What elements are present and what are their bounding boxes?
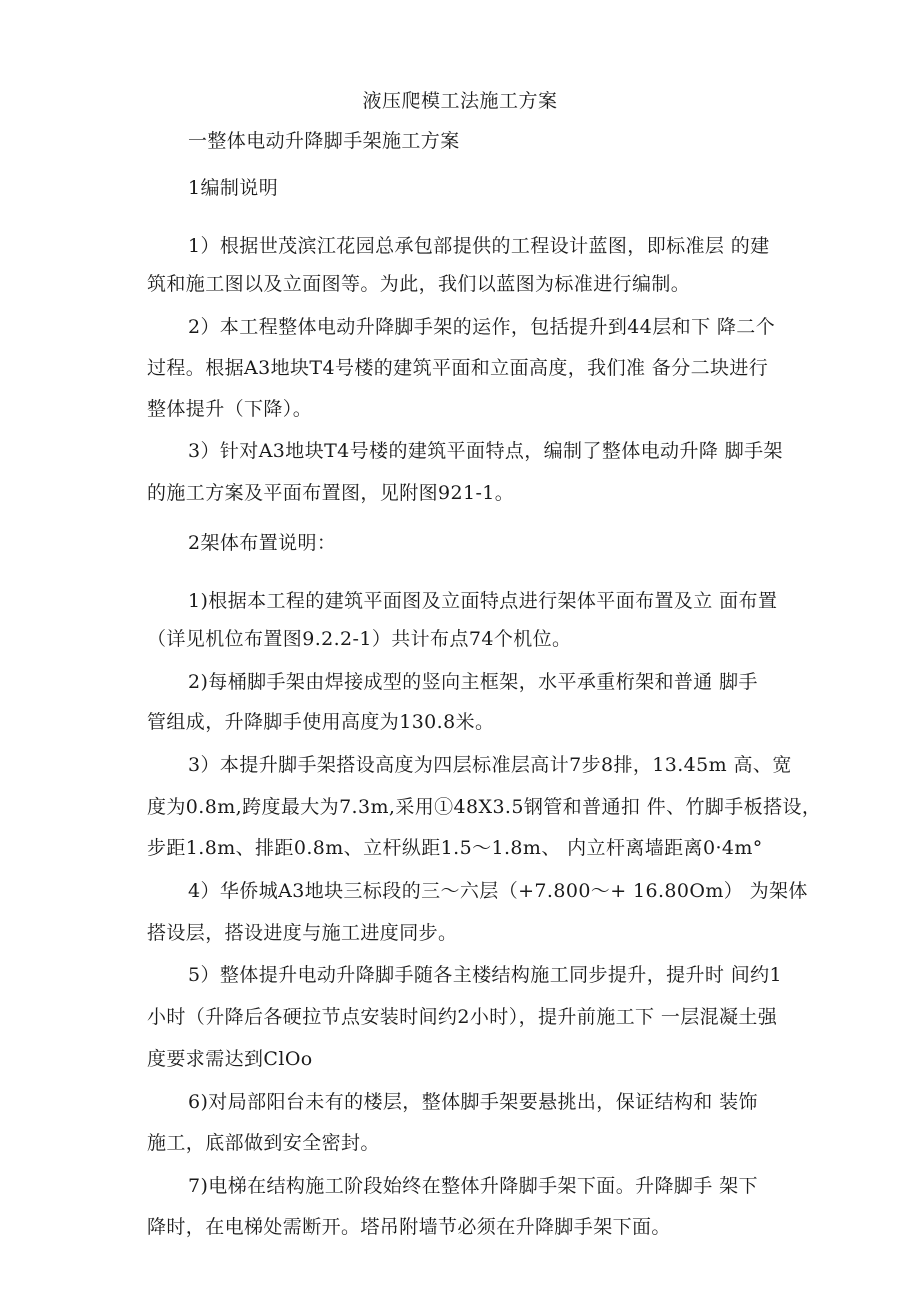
- paragraph-line: 搭设层，搭设进度与施工进度同步。: [147, 922, 458, 944]
- paragraph-line: 3）针对A3地块T4号楼的建筑平面特点，编制了整体电动升降 脚手架: [188, 440, 783, 462]
- section-heading: 一整体电动升降脚手架施工方案: [188, 130, 460, 152]
- paragraph-line: 的施工方案及平面布置图，见附图921-1。: [147, 482, 515, 504]
- paragraph-line: 4）华侨城A3地块三标段的三～六层（+7.800～+ 16.80Om） 为架体: [188, 880, 808, 902]
- paragraph-line: 施工，底部做到安全密封。: [147, 1132, 380, 1154]
- paragraph-line: 6)对局部阳台未有的楼层，整体脚手架要悬挑出，保证结构和 装饰: [188, 1091, 758, 1113]
- paragraph-line: 度要求需达到ClOo: [147, 1048, 313, 1070]
- paragraph-line: 步距1.8m、排距0.8m、立杆纵距1.5～1.8m、 内立杆离墙距离0·4m°: [147, 837, 763, 859]
- paragraph-line: （详见机位布置图9.2.2-1）共计布点74个机位。: [147, 628, 572, 650]
- paragraph-line: 2)每桶脚手架由焊接成型的竖向主框架，水平承重桁架和普通 脚手: [188, 671, 758, 693]
- paragraph-line: 2）本工程整体电动升降脚手架的运作，包括提升到44层和下 降二个: [188, 316, 776, 338]
- paragraph-line: 7)电梯在结构施工阶段始终在整体升降脚手架下面。升降脚手 架下: [188, 1175, 758, 1197]
- paragraph-line: 度为0.8m,跨度最大为7.3m,采用①48X3.5钢管和普通扣 件、竹脚手板搭设，: [147, 796, 822, 818]
- paragraph-line: 1)根据本工程的建筑平面图及立面特点进行架体平面布置及立 面布置: [188, 590, 778, 612]
- paragraph-line: 小时（升降后各硬拉节点安装时间约2小时），提升前施工下 一层混凝土强: [147, 1006, 778, 1028]
- paragraph-line: 1）根据世茂滨江花园总承包部提供的工程设计蓝图，即标准层 的建: [188, 235, 770, 257]
- paragraph-line: 筑和施工图以及立面图等。为此，我们以蓝图为标准进行编制。: [147, 273, 691, 295]
- sub1-heading: 1编制说明: [188, 177, 279, 199]
- paragraph-line: 3）本提升脚手架搭设高度为四层标准层高计7步8排，13.45m 高、宽: [188, 754, 792, 776]
- document-title: 液压爬模工法施工方案: [362, 90, 558, 112]
- sub2-heading: 2架体布置说明：: [188, 532, 337, 554]
- paragraph-line: 5）整体提升电动升降脚手随各主楼结构施工同步提升，提升时 间约1: [188, 964, 783, 986]
- paragraph-line: 过程。根据A3地块T4号楼的建筑平面和立面高度，我们准 备分二块进行: [147, 357, 769, 379]
- paragraph-line: 降时，在电梯处需断开。塔吊附墙节必须在升降脚手架下面。: [147, 1216, 671, 1238]
- paragraph-line: 管组成，升降脚手使用高度为130.8米。: [147, 711, 495, 733]
- paragraph-line: 整体提升（下降）。: [147, 398, 313, 420]
